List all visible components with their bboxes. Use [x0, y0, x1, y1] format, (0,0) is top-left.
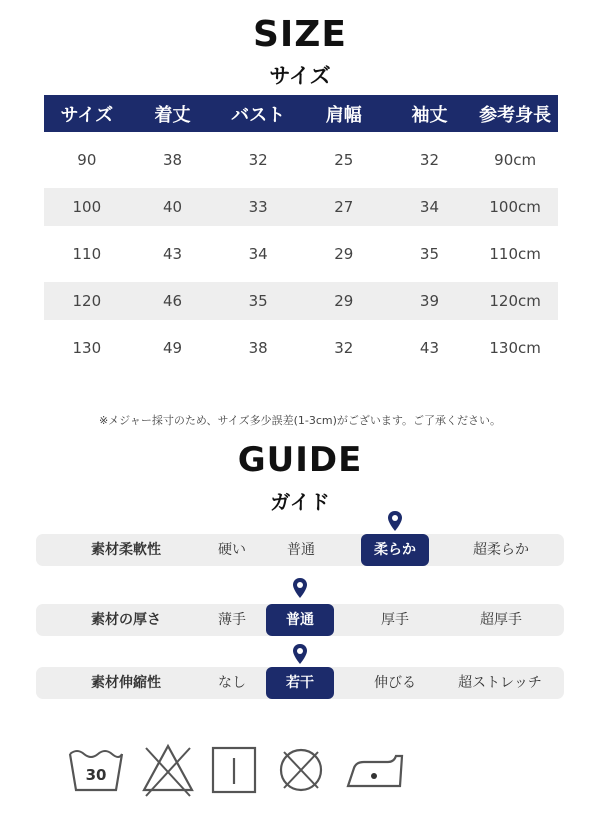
table-cell: 100: [44, 188, 130, 226]
table-cell: 43: [162, 245, 183, 263]
guide-row-label: 素材柔軟性: [91, 542, 161, 558]
table-cell: 90cm: [494, 151, 537, 169]
table-row: [44, 226, 558, 282]
guide-subtitle: ガイド: [270, 490, 330, 514]
table-cell: 34: [248, 245, 268, 263]
iron-low-icon: [344, 740, 406, 800]
guide-row-thickness: [36, 604, 564, 636]
table-row: [44, 188, 558, 226]
guide-option: 普通: [287, 542, 315, 558]
guide-row-label: 素材の厚さ: [91, 612, 161, 628]
table-cell: 110: [72, 245, 102, 263]
table-cell: 120cm: [472, 282, 558, 320]
table-cell: 32: [334, 339, 354, 357]
guide-option: 超厚手: [480, 612, 522, 628]
location-pin-icon: [292, 643, 308, 665]
table-cell: 39: [387, 282, 473, 320]
table-row: [44, 132, 558, 188]
table-cell: 90: [77, 151, 97, 169]
table-cell: 25: [334, 151, 354, 169]
guide-option-selected: 柔らか: [361, 534, 429, 566]
table-cell: 49: [162, 339, 183, 357]
header-size: サイズ: [44, 95, 130, 132]
size-title: SIZE: [252, 14, 348, 55]
location-pin-icon: [387, 510, 403, 532]
size-note: ※メジャー採寸のため、サイズ多少誤差(1-3cm)がございます。ご了承ください。: [98, 414, 502, 427]
guide-option: 伸びる: [374, 675, 416, 691]
table-cell: 27: [301, 188, 387, 226]
table-cell: 33: [215, 188, 301, 226]
header-bust: バスト: [215, 95, 301, 132]
guide-option: 薄手: [218, 612, 246, 628]
table-cell: 43: [419, 339, 439, 357]
table-cell: 29: [301, 282, 387, 320]
table-cell: 130: [72, 339, 102, 357]
wash-30-icon: [66, 740, 126, 800]
size-subtitle: サイズ: [269, 64, 331, 88]
no-tumble-dry-icon: [276, 740, 326, 800]
table-cell: 32: [419, 151, 439, 169]
table-cell: 46: [130, 282, 216, 320]
size-table: [44, 95, 558, 376]
guide-option: なし: [218, 675, 246, 691]
table-cell: 35: [419, 245, 439, 263]
no-bleach-icon: [140, 740, 196, 800]
table-cell: 120: [44, 282, 130, 320]
header-height: 参考身長: [472, 95, 558, 132]
guide-option: 超ストレッチ: [458, 675, 542, 691]
guide-option-selected: 普通: [266, 604, 334, 636]
guide-row-label: 素材伸縮性: [91, 675, 161, 691]
table-cell: 130cm: [489, 339, 541, 357]
guide-row-softness: [36, 534, 564, 566]
table-cell: 34: [387, 188, 473, 226]
table-cell: 38: [162, 151, 183, 169]
header-length: 着丈: [130, 95, 216, 132]
table-row: [44, 282, 558, 320]
size-table-header: [44, 95, 558, 132]
table-cell: 29: [334, 245, 354, 263]
header-shoulder: 肩幅: [301, 95, 387, 132]
table-cell: 100cm: [472, 188, 558, 226]
guide-row-stretch: [36, 667, 564, 699]
header-sleeve: 袖丈: [387, 95, 473, 132]
wash-temp-label: 30: [85, 766, 107, 784]
guide-option: 超柔らか: [473, 542, 529, 558]
table-cell: 110cm: [489, 245, 541, 263]
guide-option: 硬い: [218, 542, 246, 558]
table-cell: 40: [130, 188, 216, 226]
guide-title: GUIDE: [237, 440, 363, 480]
table-row: [44, 320, 558, 376]
guide-option-selected: 若干: [266, 667, 334, 699]
location-pin-icon: [292, 577, 308, 599]
table-cell: 35: [215, 282, 301, 320]
line-dry-icon: [210, 740, 258, 800]
guide-option: 厚手: [381, 612, 409, 628]
table-cell: 38: [248, 339, 268, 357]
table-cell: 32: [248, 151, 268, 169]
